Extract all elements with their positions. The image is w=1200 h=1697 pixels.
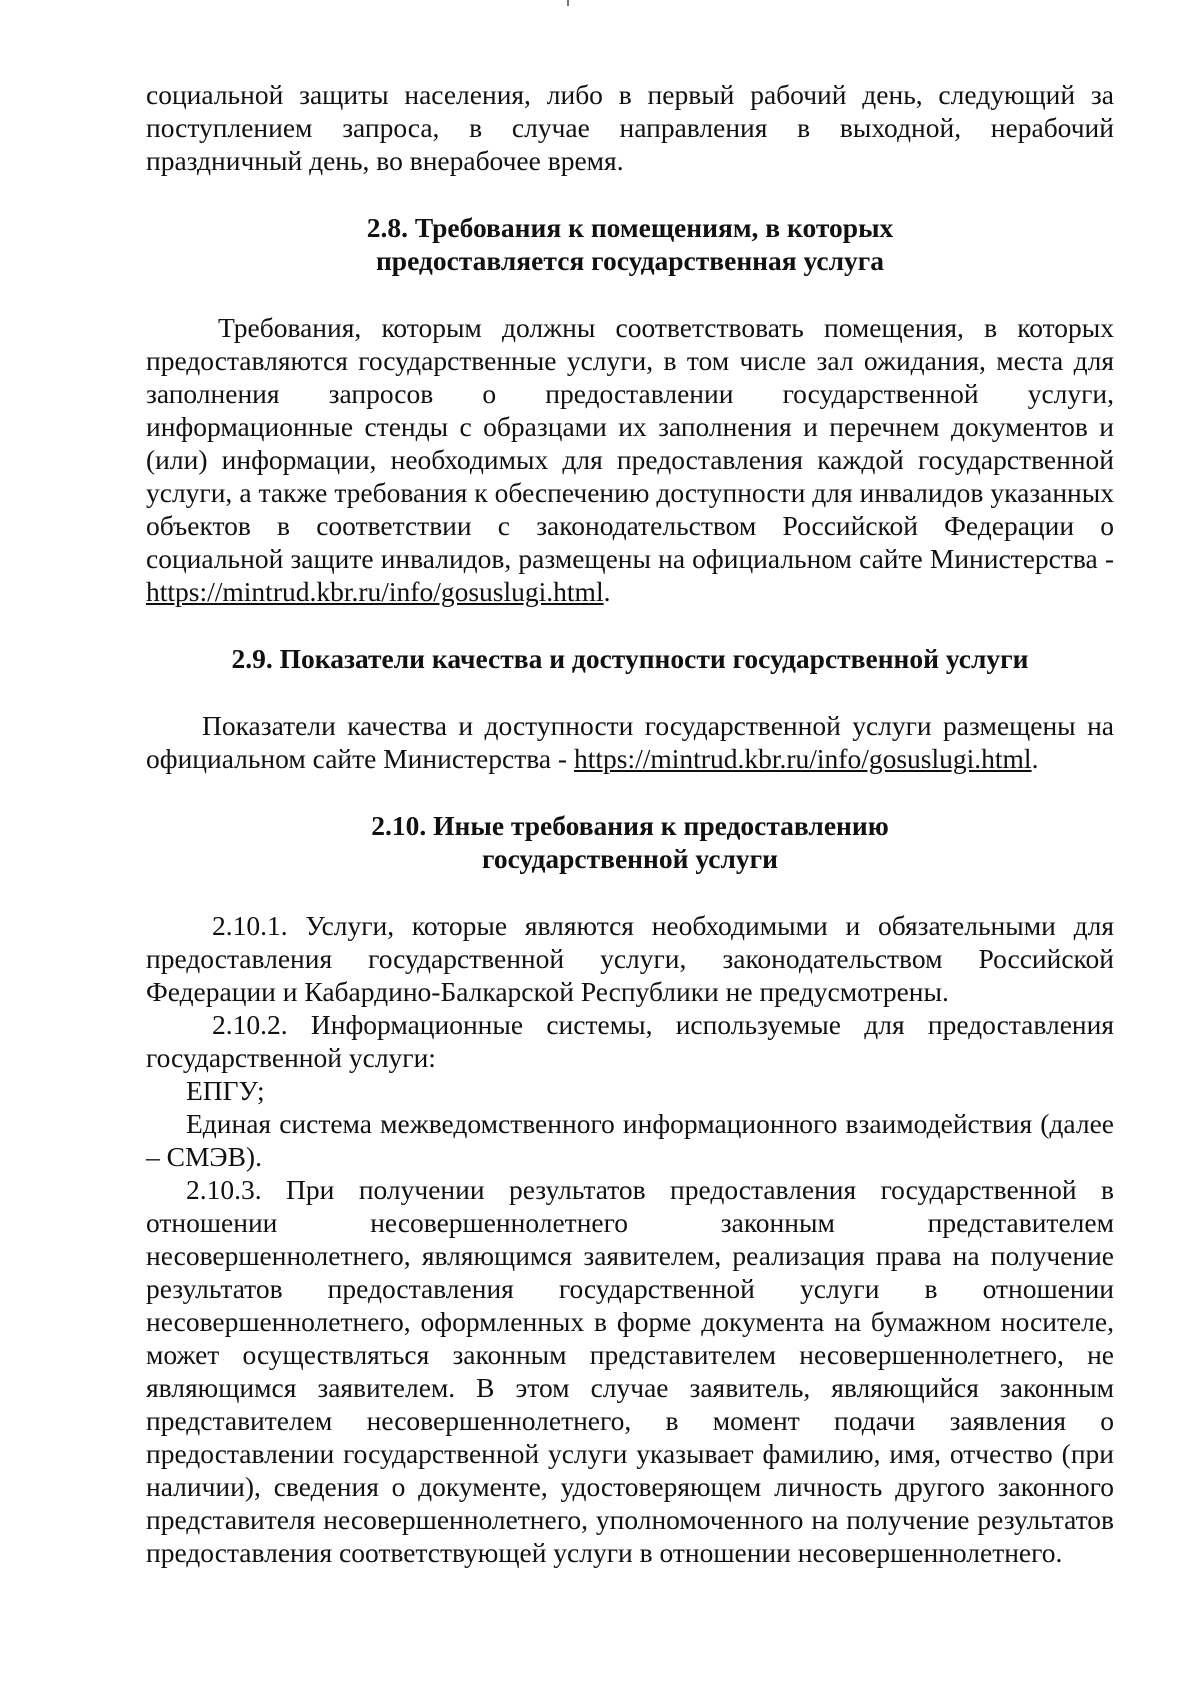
list-item-smev: Единая система межведомственного информационного взаимодействия (далее – СМЭВ).	[146, 1108, 1114, 1172]
section-2-9-link[interactable]: https://mintrud.kbr.ru/info/gosuslugi.html	[573, 743, 1032, 774]
section-2-10-heading-line1: 2.10. Иные требования к предоставлению	[371, 810, 889, 841]
section-2-8-heading-line1: 2.8. Требования к помещениям, в которых	[366, 212, 894, 243]
section-2-10-heading-line2: государственной услуги	[482, 843, 778, 874]
section-2-8-link[interactable]: https://mintrud.kbr.ru/info/gosuslugi.html	[146, 576, 604, 607]
spacer	[146, 675, 1114, 709]
paragraph-2-10-2: 2.10.2. Информационные системы, используемые для предоставления государственной услуги:	[146, 1009, 1114, 1073]
section-2-9-heading: 2.9. Показатели качества и доступности государственной услуги	[231, 643, 1029, 674]
scan-mark	[567, 0, 569, 6]
section-2-8-text: Требования, которым должны соответствовать помещения, в которых предоставляются государственные услуги, в том числе зал ожидания, места для заполнения запросов о предоставлении государственной услуги, информационные стенды с образцами их заполнения и перечнем документов и (или) информации, необходимых для предоставления каждой государственной услуги, а также требования к обеспечению доступности для инвалидов указанных объектов в соответствии с законодательством Российской Федерации о социальной защите инвалидов, размещены на официальном сайте Министерства -	[146, 312, 1114, 574]
spacer	[146, 177, 1114, 211]
section-2-10-heading	[146, 809, 1114, 875]
section-2-9-paragraph	[146, 709, 1114, 775]
section-2-9-text: Показатели качества и доступности государственной услуги размещены на официальном сайте Министерства -	[146, 710, 1114, 774]
spacer	[146, 608, 1114, 642]
section-2-8-heading	[146, 211, 1114, 277]
section-2-8-paragraph	[146, 311, 1114, 608]
paragraph-2-10-3: 2.10.3. При получении результатов предоставления государственной в отношении несовершеннолетнего законным представителем несовершеннолетнего, являющимся заявителем, реализация права на получение результатов предоставления государственной услуги в отношении несовершеннолетнего, оформленных в форме документа на бумажном носителе, может осуществляться законным представителем несовершеннолетнего, не являющимся заявителем. В этом случае заявитель, являющийся законным представителем несовершеннолетнего, в момент подачи заявления о предоставлении государственной услуги указывает фамилию, имя, отчество (при наличии), сведения о документе, удостоверяющем личность другого законного представителя несовершеннолетнего, уполномоченного на получение результатов предоставления соответствующей услуги в отношении несовершеннолетнего.	[146, 1174, 1114, 1568]
spacer	[146, 775, 1114, 809]
spacer	[146, 277, 1114, 311]
list-item-epgu: ЕПГУ;	[186, 1075, 265, 1106]
intro-paragraph: социальной защиты населения, либо в первый рабочий день, следующий за поступлением запроса, в случае направления в выходной, нерабочий праздничный день, во внерабочее время.	[146, 79, 1114, 176]
section-2-8-tail: .	[603, 576, 611, 607]
spacer	[146, 875, 1114, 909]
section-2-9-tail: .	[1031, 743, 1039, 774]
document-page	[146, 78, 1114, 1569]
paragraph-2-10-1: 2.10.1. Услуги, которые являются необходимыми и обязательными для предоставления государственной услуги, законодательством Российской Федерации и Кабардино-Балкарской Республики не предусмотрены.	[146, 910, 1114, 1007]
section-2-8-heading-line2: предоставляется государственная услуга	[375, 245, 885, 276]
